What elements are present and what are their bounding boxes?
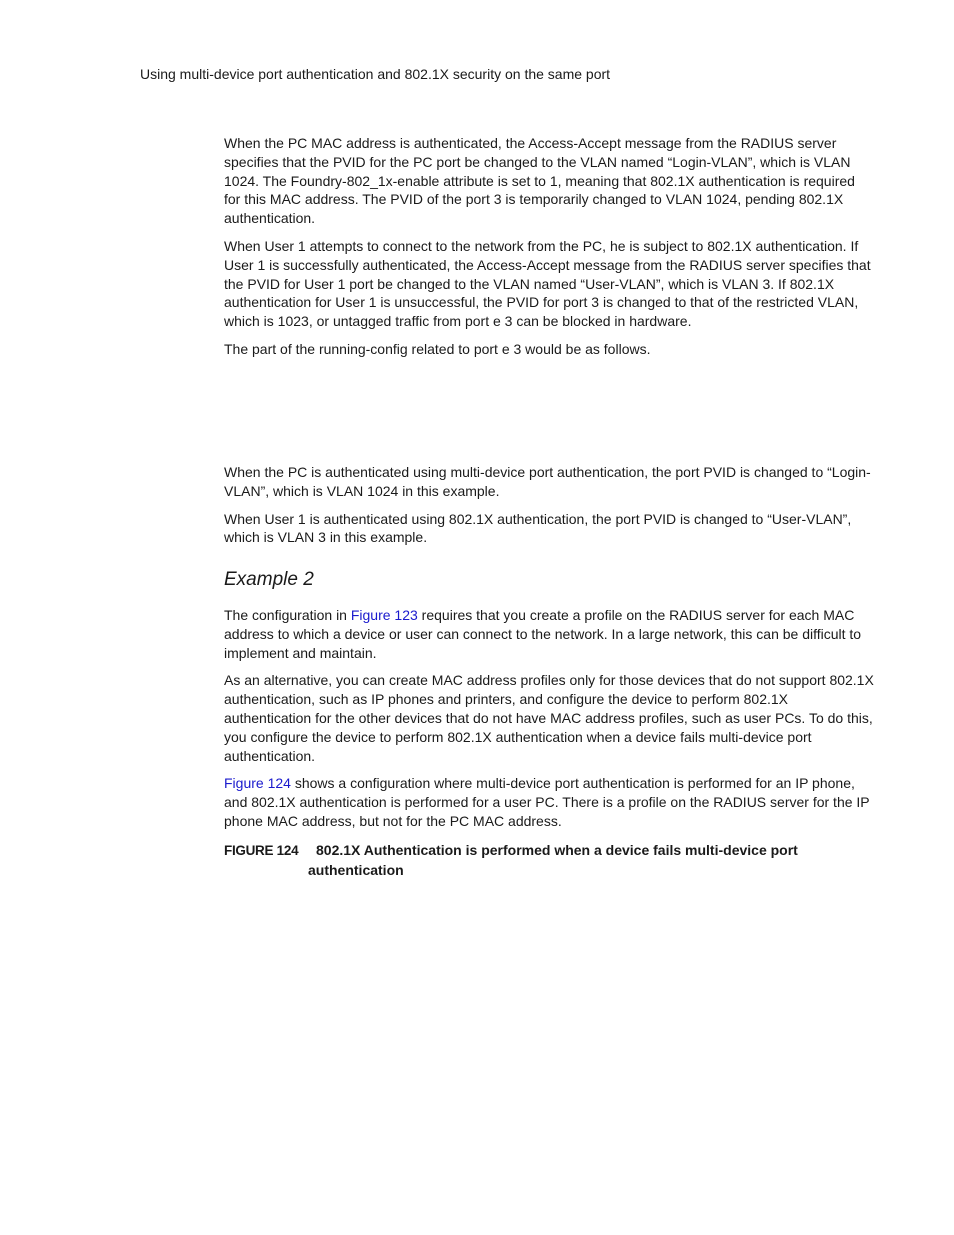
section-title-example-2: Example 2 [224, 569, 314, 590]
paragraph-figure123-reference [224, 606, 874, 662]
figure-caption-line1: 802.1X Authentication is performed when a device fails multi-device port [316, 842, 798, 858]
body-section-example2 [224, 606, 874, 831]
paragraph-pc-pvid-changed: When the PC is authenticated using multi-device port authentication, the port PVID is changed to “Login-VLAN”, which is VLAN 1024 in this example. [224, 464, 871, 499]
figure-caption-line2: authentication [308, 861, 404, 878]
text-run: The configuration in [224, 607, 351, 623]
paragraph-alternative: As an alternative, you can create MAC address profiles only for those devices that do not support 802.1X authentication, such as IP phones and printers, and configure the device to perform 802.1X authentication for the other devices that do not have MAC address profiles, such as user PCs. To do this, you configure the device to perform 802.1X authentication when a device fails multi-device port authentication. [224, 672, 874, 764]
paragraph-running-config-intro: The part of the running-config related to port e 3 would be as follows. [224, 340, 651, 357]
paragraph-figure124-reference [224, 774, 874, 830]
running-header: Using multi-device port authentication and 802.1X security on the same port [140, 66, 611, 82]
body-section-mid [224, 463, 874, 547]
text-run: requires that you create a profile on the RADIUS server for each MAC address to which a device or user can connect to the network. In a large network, this can be difficult to implement and maintain. [224, 607, 862, 661]
figure-caption [224, 841, 864, 880]
body-section-top [224, 134, 874, 359]
figure-124-link[interactable]: Figure 124 [224, 775, 291, 792]
paragraph-user1-authentication: When User 1 attempts to connect to the network from the PC, he is subject to 802.1X authentication. If User 1 is successfully authenticated, the Access-Accept message from the RADIUS server specifies that the PVID for User 1 port be changed to the VLAN named “User-VLAN”, which is VLAN 3. If 802.1X authentication for User 1 is unsuccessful, the PVID for port 3 is changed to that of the restricted VLAN, which is 1023, or untagged traffic from port e 3 can be blocked in hardware. [224, 237, 871, 330]
figure-number: FIGURE 124 [224, 843, 299, 858]
text-run: shows a configuration where multi-device port authentication is performed for an IP phone, and 802.1X authentication is performed for a user PC. There is a profile on the RADIUS server for the IP phone MAC address, but not for the PC MAC address. [224, 775, 870, 829]
figure-123-link[interactable]: Figure 123 [350, 607, 418, 623]
paragraph-pc-mac-authenticated: When the PC MAC address is authenticated, the Access-Accept message from the RADIUS server specifies that the PVID for the PC port be changed to the VLAN named “Login-VLAN”, which is VLAN 1024. The Foundry-802_1x-enable attribute is set to 1, meaning that 802.1X authentication is required for this MAC address. The PVID of the port 3 is temporarily changed to VLAN 1024, pending 802.1X authentication. [224, 135, 855, 227]
paragraph-user1-pvid-changed: When User 1 is authenticated using 802.1X authentication, the port PVID is changed to “User-VLAN”, which is VLAN 3 in this example. [224, 510, 852, 546]
